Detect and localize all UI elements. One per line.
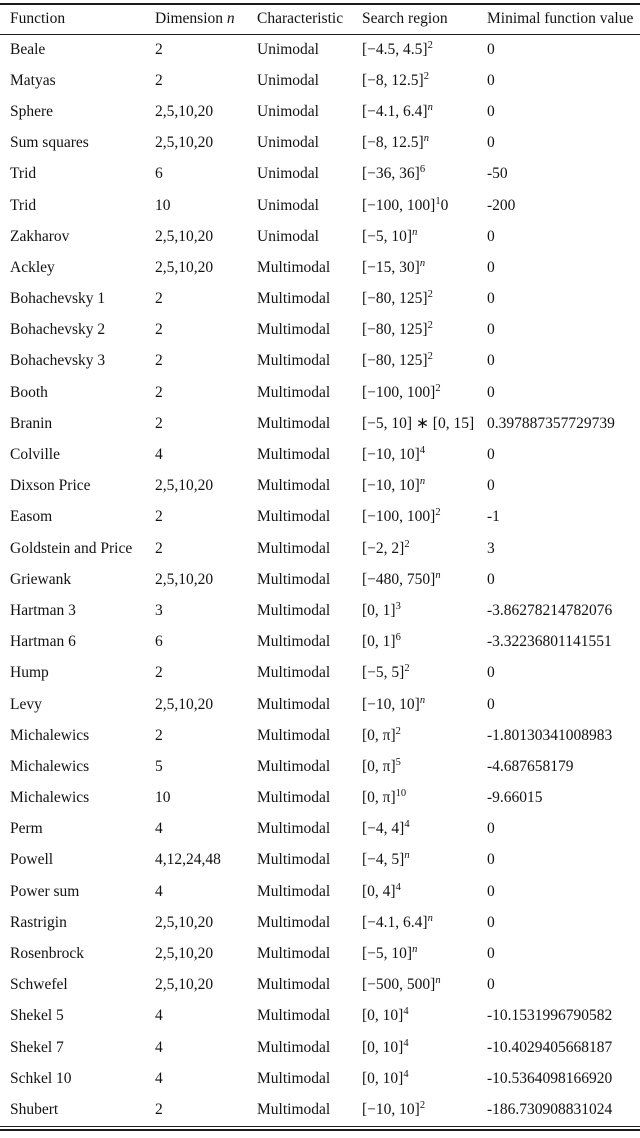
cell-characteristic: Multimodal [257, 570, 331, 588]
cell-function: Levy [10, 695, 42, 713]
cell-characteristic: Multimodal [257, 258, 331, 276]
cell-search-region: [0, π]$^{10}$ [362, 787, 407, 807]
cell-search-region: [−80, 125]$^2$ [362, 288, 433, 308]
cell-function: Easom [10, 508, 53, 526]
table-bottom-rule-thick [0, 1129, 640, 1131]
cell-minimal-function-value: -3.86278214782076 [487, 601, 613, 619]
cell-characteristic: Multimodal [257, 820, 331, 838]
cell-characteristic: Unimodal [257, 102, 319, 120]
table-row [0, 408, 640, 439]
cell-dimension: 4 [155, 820, 163, 838]
cell-minimal-function-value: -1.80130341008983 [487, 726, 613, 744]
table-row [0, 751, 640, 782]
cell-minimal-function-value: -9.66015 [487, 789, 543, 807]
cell-dimension: 2 [155, 352, 163, 370]
cell-minimal-function-value: 0 [487, 290, 495, 308]
cell-search-region: [−36, 36]$^6$ [362, 164, 426, 183]
cell-dimension: 2 [155, 664, 163, 682]
cell-minimal-function-value: -1 [487, 508, 500, 526]
cell-dimension: 2,5,10,20 [155, 945, 214, 963]
table-row [0, 814, 640, 845]
cell-function: Dixson Price [10, 477, 91, 495]
cell-minimal-function-value: -10.1531996790582 [487, 1007, 613, 1025]
table-row [0, 627, 640, 658]
cell-dimension: 2 [155, 414, 163, 432]
cell-characteristic: Multimodal [257, 477, 331, 495]
cell-search-region: [−500, 500]$^n$ [362, 975, 441, 994]
cell-dimension: 6 [155, 633, 163, 651]
cell-dimension: 10 [155, 196, 171, 214]
cell-dimension: 2,5,10,20 [155, 227, 214, 245]
table-header [0, 4, 640, 34]
cell-characteristic: Multimodal [257, 539, 331, 557]
cell-search-region: [−80, 125]$^2$ [362, 351, 433, 370]
cell-dimension: 4 [155, 1069, 163, 1087]
table-row [0, 96, 640, 127]
cell-characteristic: Multimodal [257, 945, 331, 963]
cell-function: Michalewics [10, 726, 90, 744]
table-row [0, 783, 640, 814]
table-row [0, 377, 640, 408]
cell-characteristic: Multimodal [257, 1038, 331, 1056]
cell-function: Perm [10, 820, 43, 838]
cell-minimal-function-value: -186.730908831024 [487, 1100, 613, 1118]
cell-characteristic: Multimodal [257, 976, 331, 994]
cell-dimension: 2 [155, 726, 163, 744]
cell-characteristic: Multimodal [257, 1007, 331, 1025]
cell-function: Booth [10, 383, 48, 401]
cell-search-region: [−5, 10] ∗ [0, 15] [362, 415, 475, 433]
cell-minimal-function-value: 0 [487, 976, 495, 994]
cell-function: Sum squares [10, 134, 89, 152]
cell-search-region: [−100, 100]$^1$0 [362, 195, 449, 214]
table-row [0, 315, 640, 346]
cell-dimension: 2,5,10,20 [155, 976, 214, 994]
cell-minimal-function-value: 0 [487, 570, 495, 588]
cell-search-region: [−100, 100]$^2$ [362, 507, 441, 526]
cell-characteristic: Unimodal [257, 40, 319, 58]
cell-function: Zakharov [10, 227, 70, 245]
cell-characteristic: Multimodal [257, 508, 331, 526]
cell-minimal-function-value: 0 [487, 227, 495, 245]
cell-characteristic: Multimodal [257, 1100, 331, 1118]
cell-function: Rosenbrock [10, 945, 85, 963]
cell-characteristic: Multimodal [257, 913, 331, 931]
cell-dimension: 2,5,10,20 [155, 477, 214, 495]
cell-characteristic: Multimodal [257, 383, 331, 401]
cell-characteristic: Unimodal [257, 134, 319, 152]
cell-function: Rastrigin [10, 913, 67, 931]
header-dimension: Dimension n [155, 4, 257, 34]
cell-function: Branin [10, 414, 53, 432]
table-bottom-rule-thin [0, 1126, 640, 1127]
cell-dimension: 2,5,10,20 [155, 258, 214, 276]
cell-dimension: 2 [155, 40, 163, 58]
cell-search-region: [−4, 5]$^n$ [362, 850, 410, 869]
cell-minimal-function-value: 0 [487, 477, 495, 495]
cell-dimension: 2 [155, 508, 163, 526]
cell-dimension: 2,5,10,20 [155, 570, 214, 588]
cell-minimal-function-value: -10.4029405668187 [487, 1038, 613, 1056]
cell-minimal-function-value: 0 [487, 945, 495, 963]
table-row [0, 502, 640, 533]
cell-function: Schwefel [10, 976, 68, 994]
cell-minimal-function-value: 0 [487, 321, 495, 339]
cell-minimal-function-value: 0 [487, 695, 495, 713]
cell-dimension: 2,5,10,20 [155, 695, 214, 713]
header-row [0, 4, 640, 34]
header-function: Function [0, 4, 155, 34]
cell-dimension: 4,12,24,48 [155, 851, 221, 869]
header-search-region: Search region [362, 4, 487, 34]
cell-characteristic: Multimodal [257, 726, 331, 744]
cell-search-region: [−15, 30]$^n$ [362, 257, 426, 276]
cell-function: Power sum [10, 882, 80, 900]
table-row [0, 128, 640, 159]
cell-minimal-function-value: -4.687658179 [487, 757, 574, 775]
table-row [0, 938, 640, 969]
cell-search-region: [0, 10]$^4$ [362, 1037, 409, 1056]
cell-characteristic: Multimodal [257, 446, 331, 464]
table-row [0, 471, 640, 502]
cell-search-region: [−10, 10]$^4$ [362, 444, 426, 464]
cell-minimal-function-value: 0 [487, 913, 495, 931]
cell-function: Michalewics [10, 789, 90, 807]
cell-characteristic: Multimodal [257, 1069, 331, 1087]
table-row [0, 720, 640, 751]
cell-dimension: 2 [155, 383, 163, 401]
cell-search-region: [0, 1]$^3$ [362, 600, 401, 619]
table-row [0, 65, 640, 96]
cell-characteristic: Unimodal [257, 227, 319, 245]
cell-search-region: [−8, 12.5]$^2$ [362, 70, 429, 89]
cell-search-region: [0, 10]$^4$ [362, 1006, 409, 1025]
cell-search-region: [−80, 125]$^2$ [362, 320, 433, 339]
cell-minimal-function-value: -10.5364098166920 [487, 1069, 613, 1087]
cell-function: Goldstein and Price [10, 539, 133, 557]
cell-characteristic: Multimodal [257, 664, 331, 682]
cell-dimension: 5 [155, 757, 163, 775]
cell-search-region: [−4, 4]$^4$ [362, 819, 410, 838]
cell-search-region: [−10, 10]$^n$ [362, 476, 426, 495]
table-row [0, 970, 640, 1001]
cell-dimension: 2 [155, 71, 163, 89]
cell-characteristic: Multimodal [257, 851, 331, 869]
table-row [0, 1001, 640, 1032]
cell-minimal-function-value: 0 [487, 664, 495, 682]
cell-dimension: 2 [155, 290, 163, 308]
cell-function: Bohachevsky 3 [10, 352, 106, 370]
table-row [0, 533, 640, 564]
cell-minimal-function-value: 0 [487, 258, 495, 276]
cell-function: Hartman 3 [10, 601, 76, 619]
cell-dimension: 4 [155, 1007, 163, 1025]
table-row [0, 907, 640, 938]
cell-search-region: [0, π]$^5$ [362, 756, 401, 775]
cell-function: Shekel 7 [10, 1038, 64, 1056]
table-body [0, 34, 640, 1126]
cell-characteristic: Multimodal [257, 352, 331, 370]
header-characteristic: Characteristic [257, 4, 362, 34]
table-row [0, 190, 640, 221]
cell-function: Ackley [10, 258, 55, 276]
cell-minimal-function-value: 0 [487, 134, 495, 152]
cell-function: Powell [10, 851, 54, 869]
cell-characteristic: Unimodal [257, 165, 319, 183]
cell-dimension: 4 [155, 446, 163, 464]
cell-search-region: [−5, 5]$^2$ [362, 663, 410, 682]
cell-minimal-function-value: 0 [487, 71, 495, 89]
cell-dimension: 2,5,10,20 [155, 913, 214, 931]
cell-characteristic: Multimodal [257, 695, 331, 713]
cell-dimension: 4 [155, 882, 163, 900]
cell-search-region: [−2, 2]$^2$ [362, 538, 410, 557]
cell-search-region: [0, 4]$^4$ [362, 881, 401, 900]
table-row [0, 1032, 640, 1063]
table-row [0, 1094, 640, 1125]
cell-search-region: [−480, 750]$^n$ [362, 569, 441, 588]
cell-dimension: 2 [155, 539, 163, 557]
cell-dimension: 2,5,10,20 [155, 102, 214, 120]
cell-characteristic: Multimodal [257, 601, 331, 619]
cell-function: Colville [10, 446, 60, 464]
cell-minimal-function-value: -200 [487, 196, 516, 214]
cell-dimension: 2,5,10,20 [155, 134, 214, 152]
cell-search-region: [0, 1]$^6$ [362, 632, 401, 651]
table-row [0, 439, 640, 470]
cell-function: Hartman 6 [10, 633, 76, 651]
cell-minimal-function-value: 0 [487, 352, 495, 370]
cell-minimal-function-value: 0.397887357729739 [487, 414, 615, 432]
cell-search-region: [−4.5, 4.5]$^2$ [362, 39, 433, 58]
table-row [0, 876, 640, 907]
table-row [0, 845, 640, 876]
cell-characteristic: Multimodal [257, 633, 331, 651]
cell-minimal-function-value: 0 [487, 882, 495, 900]
cell-search-region: [−5, 10]$^n$ [362, 943, 418, 963]
cell-function: Matyas [10, 71, 56, 89]
cell-minimal-function-value: -3.32236801141551 [487, 633, 612, 651]
cell-dimension: 3 [155, 601, 163, 619]
table-row [0, 689, 640, 720]
cell-function: Griewank [10, 570, 72, 588]
cell-function: Beale [10, 40, 46, 58]
cell-characteristic: Multimodal [257, 321, 331, 339]
table-row [0, 159, 640, 190]
cell-function: Sphere [10, 102, 54, 120]
header-minimal-function-value: Minimal function value [487, 4, 640, 34]
cell-function: Schkel 10 [10, 1069, 72, 1087]
cell-search-region: [−10, 10]$^2$ [362, 1099, 426, 1118]
table-row [0, 252, 640, 283]
table-row [0, 221, 640, 252]
cell-minimal-function-value: 0 [487, 446, 495, 464]
table-row [0, 34, 640, 65]
table-row [0, 346, 640, 377]
cell-dimension: 2 [155, 1100, 163, 1118]
cell-search-region: [−4.1, 6.4]$^n$ [362, 101, 433, 120]
cell-characteristic: Multimodal [257, 882, 331, 900]
cell-function: Shubert [10, 1100, 59, 1118]
cell-characteristic: Multimodal [257, 414, 331, 432]
table-row [0, 658, 640, 689]
table-row [0, 564, 640, 595]
cell-dimension: 6 [155, 165, 163, 183]
table-row [0, 1063, 640, 1094]
cell-dimension: 2 [155, 321, 163, 339]
cell-search-region: [0, 10]$^4$ [362, 1068, 409, 1087]
cell-characteristic: Multimodal [257, 290, 331, 308]
cell-function: Bohachevsky 1 [10, 290, 106, 308]
cell-search-region: [0, π]$^2$ [362, 725, 401, 744]
cell-minimal-function-value: 0 [487, 851, 495, 869]
cell-function: Bohachevsky 2 [10, 321, 106, 339]
cell-minimal-function-value: 0 [487, 383, 495, 401]
cell-search-region: [−10, 10]$^n$ [362, 694, 426, 713]
table-row [0, 284, 640, 315]
cell-function: Michalewics [10, 757, 90, 775]
cell-characteristic: Multimodal [257, 789, 331, 807]
cell-search-region: [−5, 10]$^n$ [362, 226, 418, 245]
cell-minimal-function-value: 0 [487, 102, 495, 120]
cell-dimension: 4 [155, 1038, 163, 1056]
cell-search-region: [−8, 12.5]$^n$ [362, 133, 429, 152]
cell-function: Shekel 5 [10, 1007, 64, 1025]
cell-dimension: 10 [155, 789, 171, 807]
cell-minimal-function-value: -50 [487, 165, 508, 183]
cell-minimal-function-value: 3 [487, 539, 495, 557]
cell-search-region: [−100, 100]$^2$ [362, 382, 441, 401]
cell-characteristic: Multimodal [257, 757, 331, 775]
table-row [0, 595, 640, 626]
cell-characteristic: Unimodal [257, 71, 319, 89]
cell-minimal-function-value: 0 [487, 820, 495, 838]
cell-characteristic: Unimodal [257, 196, 319, 214]
cell-function: Hump [10, 664, 49, 682]
cell-search-region: [−4.1, 6.4]$^n$ [362, 912, 433, 931]
cell-minimal-function-value: 0 [487, 40, 495, 58]
cell-function: Trid [10, 196, 37, 214]
benchmark-functions-table [0, 3, 640, 1126]
cell-function: Trid [10, 165, 37, 183]
